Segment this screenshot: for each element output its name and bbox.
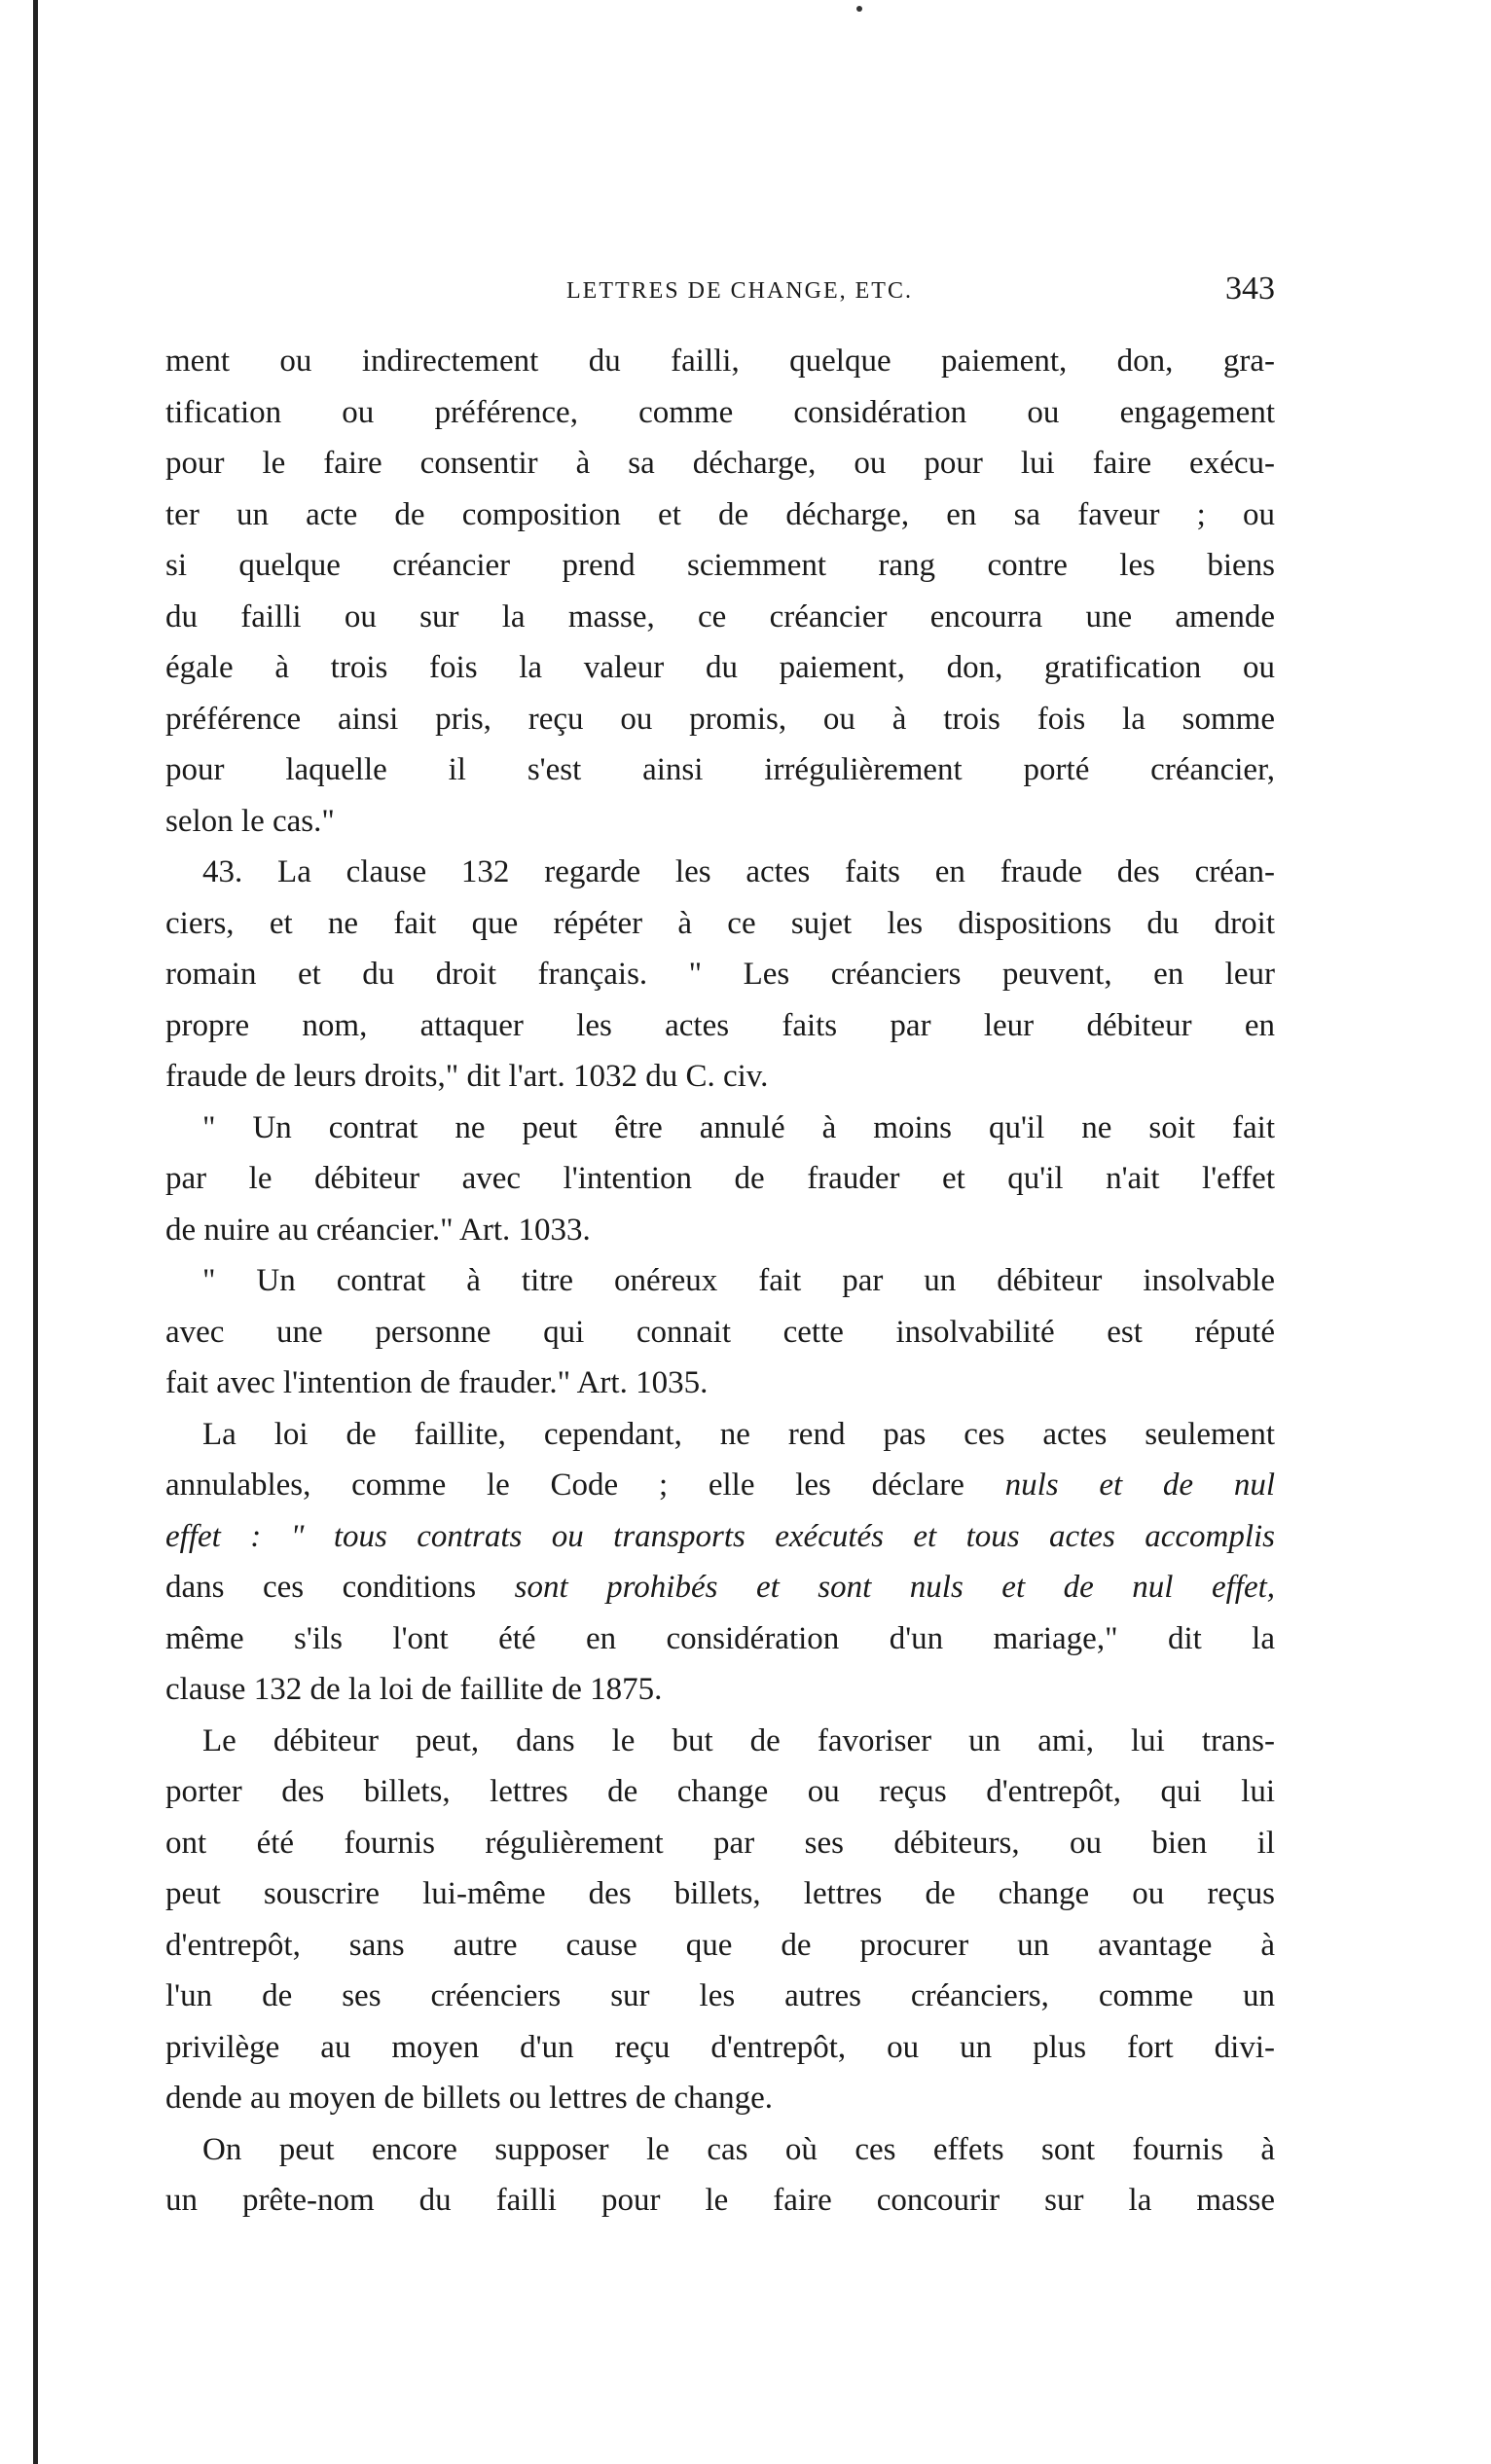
text-line bbox=[165, 1511, 1275, 1563]
paragraph-5 bbox=[165, 1409, 1275, 1716]
italic-phrase: nuls et de nul bbox=[1004, 1468, 1275, 1503]
page-left-edge bbox=[33, 0, 38, 2464]
text-run: dans ces conditions bbox=[165, 1570, 477, 1605]
text-line: fait avec l'intention de frauder." Art. 1035. bbox=[165, 1365, 709, 1400]
paragraph-7 bbox=[165, 2124, 1275, 2227]
italic-line: effet : " tous contrats ou transports exécutés et tous actes accomplis bbox=[165, 1518, 1275, 1554]
text-line: romain et du droit français. " Les créanciers peuvent, en leur bbox=[165, 957, 1275, 992]
page-header bbox=[165, 271, 1275, 319]
text-line: porter des billets, lettres de change ou reçus d'entrepôt, qui lui bbox=[165, 1774, 1275, 1809]
text-line: avec une personne qui connait cette insolvabilité est réputé bbox=[165, 1314, 1275, 1350]
text-line: égale à trois fois la valeur du paiement, don, gratification ou bbox=[165, 650, 1275, 685]
text-run: annulables, comme le Code ; elle les déclare bbox=[165, 1468, 964, 1503]
text-line: pour le faire consentir à sa décharge, ou pour lui faire exécu- bbox=[165, 446, 1275, 481]
text-line: peut souscrire lui-même des billets, lettres de change ou reçus bbox=[165, 1876, 1275, 1911]
text-line: La loi de faillite, cependant, ne rend pas ces actes seulement bbox=[202, 1416, 1275, 1452]
text-line: 43. La clause 132 regarde les actes faits en fraude des créan- bbox=[202, 854, 1275, 889]
text-line: ont été fournis régulièrement par ses débiteurs, ou bien il bbox=[165, 1825, 1275, 1861]
paragraph-1 bbox=[165, 336, 1275, 847]
text-line: dende au moyen de billets ou lettres de change. bbox=[165, 2081, 774, 2116]
running-title: LETTRES DE CHANGE, ETC. bbox=[566, 278, 913, 304]
text-line: " Un contrat à titre onéreux fait par un débiteur insolvable bbox=[202, 1263, 1275, 1298]
text-line: ter un acte de composition et de décharge, en sa faveur ; ou bbox=[165, 496, 1275, 532]
text-line: si quelque créancier prend sciemment rang contre les biens bbox=[165, 548, 1275, 583]
text-line: " Un contrat ne peut être annulé à moins qu'il ne soit fait bbox=[202, 1109, 1275, 1145]
italic-phrase: sont prohibés et sont nuls et de nul effet, bbox=[514, 1570, 1276, 1605]
text-line: de nuire au créancier." Art. 1033. bbox=[165, 1212, 591, 1248]
text-line: préférence ainsi pris, reçu ou promis, ou à trois fois la somme bbox=[165, 701, 1275, 737]
text-line bbox=[165, 1460, 1275, 1511]
text-line: ciers, et ne fait que répéter à ce sujet les dispositions du droit bbox=[165, 905, 1275, 941]
text-line: On peut encore supposer le cas où ces effets sont fournis à bbox=[202, 2131, 1275, 2167]
text-line: l'un de ses créenciers sur les autres créanciers, comme un bbox=[165, 1978, 1275, 2013]
paragraph-6 bbox=[165, 1716, 1275, 2124]
text-line: Le débiteur peut, dans le but de favoriser un ami, lui trans- bbox=[202, 1722, 1275, 1758]
text-line: fraude de leurs droits," dit l'art. 1032 du C. civ. bbox=[165, 1059, 769, 1094]
text-line: clause 132 de la loi de faillite de 1875. bbox=[165, 1672, 663, 1707]
text-line: pour laquelle il s'est ainsi irrégulièrement porté créancier, bbox=[165, 752, 1275, 787]
paragraph-3 bbox=[165, 1103, 1275, 1256]
text-line: même s'ils l'ont été en considération d'un mariage," dit la bbox=[165, 1620, 1275, 1656]
paragraph-2 bbox=[165, 847, 1275, 1103]
text-line: un prête-nom du failli pour le faire concourir sur la masse bbox=[165, 2183, 1275, 2218]
text-line: par le débiteur avec l'intention de frauder et qu'il n'ait l'effet bbox=[165, 1161, 1275, 1196]
page-number: 343 bbox=[1225, 271, 1275, 307]
text-line: selon le cas." bbox=[165, 803, 335, 839]
text-line: privilège au moyen d'un reçu d'entrepôt, ou un plus fort divi- bbox=[165, 2029, 1275, 2065]
body-text bbox=[165, 336, 1275, 2227]
scan-speck bbox=[856, 6, 862, 12]
text-line: propre nom, attaquer les actes faits par leur débiteur en bbox=[165, 1007, 1275, 1043]
text-line: du failli ou sur la masse, ce créancier encourra une amende bbox=[165, 598, 1275, 634]
text-line bbox=[165, 1562, 1275, 1613]
paragraph-4 bbox=[165, 1255, 1275, 1409]
text-line: d'entrepôt, sans autre cause que de procurer un avantage à bbox=[165, 1927, 1275, 1963]
text-line: ment ou indirectement du failli, quelque paiement, don, gra- bbox=[165, 344, 1275, 379]
text-line: tification ou préférence, comme considération ou engagement bbox=[165, 394, 1275, 430]
